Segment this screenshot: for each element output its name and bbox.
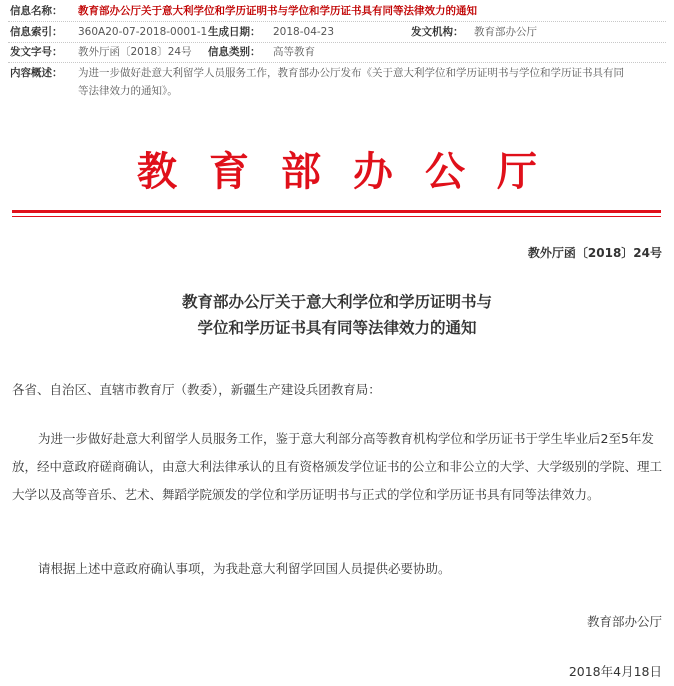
info-name-label: 信息名称： [10,5,63,17]
salutation: 各省、自治区、直辖市教育厅（教委），新疆生产建设兵团教育局： [12,382,381,397]
info-summary-label: 内容概述： [10,67,63,79]
info-issuer-label: 发文机构： [411,26,464,38]
info-docno-label: 发文字号： [10,46,63,58]
info-summary-line2: 等法律效力的通知》。 [78,85,178,97]
letterhead-title: 教育部办公厅 [137,148,569,195]
info-date-value: 2018-04-23 [273,26,335,38]
info-index-label: 信息索引： [10,26,63,38]
document-number: 教外厅函〔2018〕24号 [527,246,662,260]
letterhead-rule-thin [12,216,661,217]
info-issuer-value: 教育部办公厅 [474,26,537,38]
document-title-line2: 学位和学历证书具有同等法律效力的通知 [197,319,477,337]
document-title-line1: 教育部办公厅关于意大利学位和学历证明书与 [181,293,492,311]
info-category-label: 信息类别： [208,46,261,58]
info-summary-line1: 为进一步做好赴意大利留学人员服务工作，教育部办公厅发布《关于意大利学位和学历证明书与学位和学历证书具有同 [78,67,624,79]
info-date-label: 生成日期： [208,26,261,38]
letterhead-rule-thick [12,210,661,213]
info-name-value: 教育部办公厅关于意大利学位和学历证明书与学位和学历证书具有同等法律效力的通知 [78,5,477,17]
info-category-value: 高等教育 [273,46,315,58]
signing-date: 2018年4月18日 [568,664,662,679]
paragraph-1: 为进一步做好赴意大利留学人员服务工作，鉴于意大利部分高等教育机构学位和学历证书于学生毕业后2至5年发放，经中意政府磋商确认，由意大利法律承认的且有资格颁发学位证书的公立和非公立的大学、大学级别的学院、理工大学以及高等音乐、艺术、舞蹈学院颁发的学位和学历证明书与正式的学位和学历证书具有同等法律效力。 [12,431,663,502]
info-index-value: 360A20-07-2018-0001-1 [78,26,208,38]
paragraph-2: 请根据上述中意政府确认事项，为我赴意大利留学回国人员提供必要协助。 [38,561,451,576]
signature: 教育部办公厅 [586,614,662,629]
info-docno-value: 教外厅函〔2018〕24号 [78,46,192,58]
